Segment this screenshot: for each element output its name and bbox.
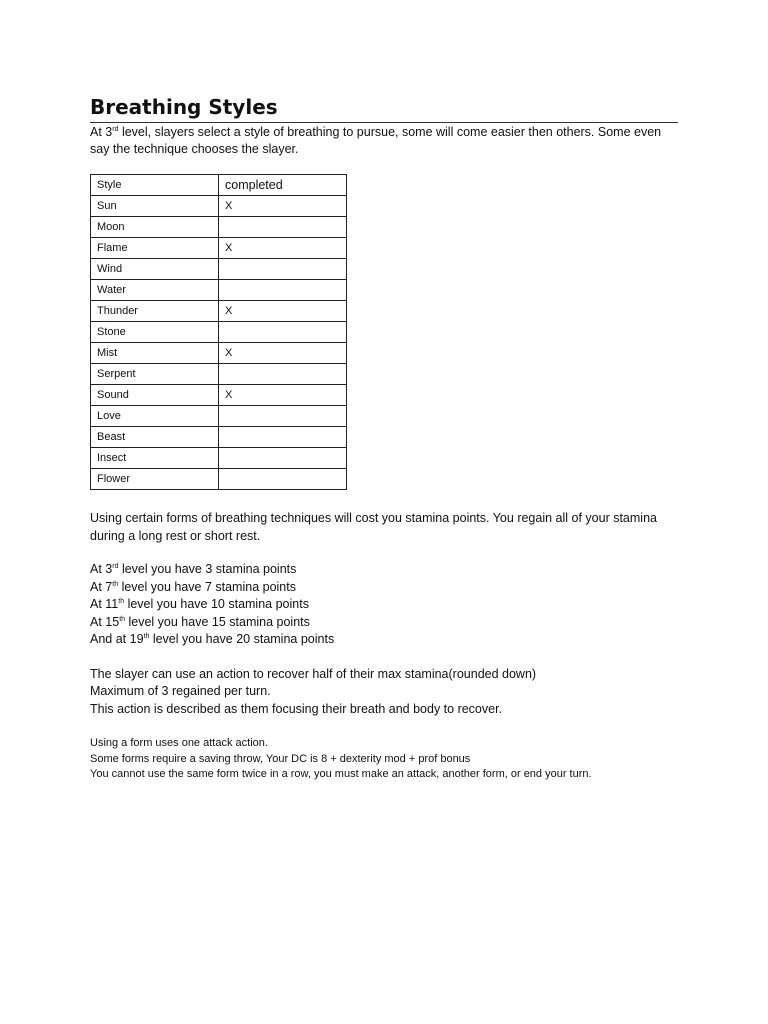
completed-cell: X [219, 301, 347, 322]
completed-cell [219, 280, 347, 301]
style-cell: Stone [91, 322, 219, 343]
intro-text-end: level, slayers select a style of breathing to pursue, some will come easier then others. Some even say the technique chooses the slayer. [90, 125, 662, 156]
level-text-end: level you have 7 stamina points [118, 579, 296, 594]
header-style: Style [91, 175, 219, 196]
header-completed: completed [219, 175, 347, 196]
table-row [91, 385, 347, 406]
style-cell: Sound [91, 385, 219, 406]
level-text-end: level you have 15 stamina points [125, 614, 310, 629]
form-rules [90, 736, 678, 783]
style-cell: Insect [91, 448, 219, 469]
completed-cell [219, 322, 347, 343]
style-cell: Water [91, 280, 219, 301]
completed-cell [219, 448, 347, 469]
style-cell: Flower [91, 469, 219, 490]
recover-line: Maximum of 3 regained per turn. [90, 684, 271, 698]
stamina-level-line [90, 596, 678, 614]
level-text-start: At 3 [90, 562, 113, 576]
completed-cell [219, 217, 347, 238]
style-cell: Mist [91, 343, 219, 364]
completed-cell [219, 364, 347, 385]
stamina-level-line [90, 631, 678, 649]
table-row [91, 280, 347, 301]
level-superscript: th [118, 597, 125, 605]
table-row [91, 448, 347, 469]
completed-cell: X [219, 196, 347, 217]
level-text-end: level you have 10 stamina points [124, 597, 309, 611]
recover-line: This action is described as them focusing their breath and body to recover. [90, 701, 503, 716]
style-cell: Serpent [91, 364, 219, 385]
style-cell: Beast [91, 427, 219, 448]
completed-cell [219, 406, 347, 427]
completed-cell: X [219, 238, 347, 259]
table-row [91, 217, 347, 238]
level-superscript: th [143, 632, 150, 640]
document-page [90, 94, 678, 783]
page-title: Breathing Styles [90, 94, 678, 123]
level-text-start: At 7 [90, 579, 113, 594]
level-text-end: level you have 20 stamina points [149, 632, 335, 646]
level-superscript: rd [112, 562, 119, 570]
table-row [91, 196, 347, 217]
table-header-row [91, 175, 347, 196]
completed-cell [219, 427, 347, 448]
style-cell: Moon [91, 217, 219, 238]
form-rule-line: Some forms require a saving throw, Your DC is 8 + dexterity mod + prof bonus [90, 752, 471, 765]
level-superscript: th [119, 615, 126, 623]
level-text-start: At 15 [90, 614, 120, 629]
completed-cell [219, 259, 347, 280]
table-row [91, 343, 347, 364]
intro-paragraph [90, 124, 678, 158]
level-text-start: At 11 [90, 597, 119, 611]
form-rule-line: Using a form uses one attack action. [90, 737, 268, 749]
table-row [91, 427, 347, 448]
table-row [91, 238, 347, 259]
recover-line: The slayer can use an action to recover half of their max stamina(rounded down) [90, 666, 537, 681]
completed-cell [219, 469, 347, 490]
style-cell: Love [91, 406, 219, 427]
style-cell: Sun [91, 196, 219, 217]
stamina-level-line [90, 561, 678, 579]
table-row [91, 322, 347, 343]
level-superscript: th [112, 580, 119, 588]
breathing-styles-table [90, 174, 347, 490]
completed-cell: X [219, 385, 347, 406]
completed-cell: X [219, 343, 347, 364]
intro-text-start: At 3 [90, 125, 113, 139]
style-cell: Thunder [91, 301, 219, 322]
level-text-end: level you have 3 stamina points [118, 562, 297, 576]
level-text-start: And at 19 [90, 632, 144, 646]
stamina-level-line [90, 614, 678, 632]
stamina-intro-paragraph: Using certain forms of breathing techniques will cost you stamina points. You regain all of your stamina during a long rest or short rest. [90, 511, 657, 543]
stamina-level-line [90, 579, 678, 597]
table-row [91, 301, 347, 322]
recover-rules [90, 666, 678, 719]
table-row [91, 406, 347, 427]
style-cell: Flame [91, 238, 219, 259]
table-row [91, 259, 347, 280]
intro-superscript: rd [112, 125, 119, 133]
table-row [91, 364, 347, 385]
table-row [91, 469, 347, 490]
stamina-levels-list [90, 561, 678, 649]
form-rule-line: You cannot use the same form twice in a row, you must make an attack, another form, or end your turn. [90, 768, 592, 780]
style-cell: Wind [91, 259, 219, 280]
